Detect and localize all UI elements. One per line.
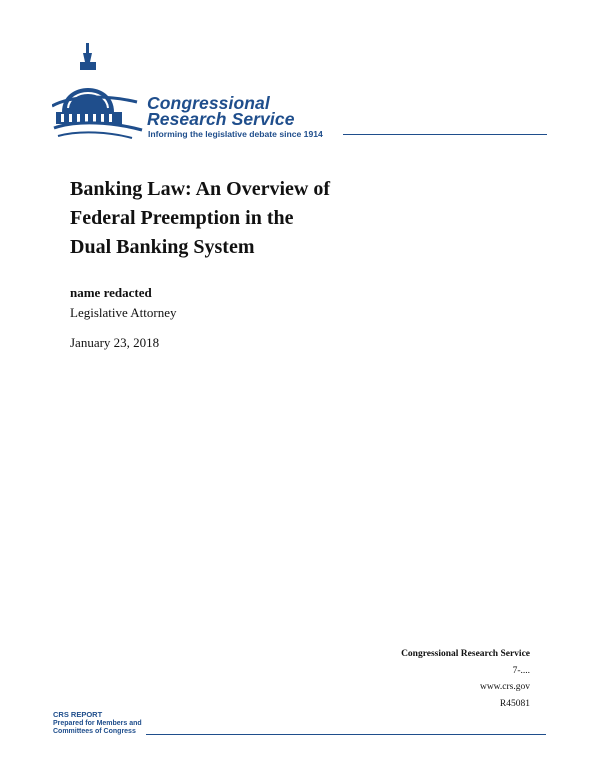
report-title-line: Banking Law: An Overview of	[70, 178, 331, 200]
report-number: R45081	[499, 698, 530, 709]
contact-phone: 7-....	[512, 665, 530, 676]
report-title	[70, 175, 490, 262]
logo-divider	[343, 134, 547, 135]
report-title-line: Dual Banking System	[70, 236, 255, 258]
contact-block	[401, 646, 530, 712]
logo-wordmark-line2: Research Service	[147, 109, 295, 129]
footer-divider	[146, 734, 546, 735]
crs-report-badge-title: CRS REPORT	[53, 710, 103, 719]
capitol-dome-icon	[52, 40, 152, 145]
author-title: Legislative Attorney	[70, 305, 177, 320]
crs-report-badge	[53, 711, 142, 737]
crs-report-badge-line: Committees of Congress	[53, 728, 136, 735]
contact-organization: Congressional Research Service	[401, 649, 530, 659]
logo-wordmark-line1: Congressional	[147, 93, 270, 113]
crs-logo	[52, 40, 552, 150]
crs-report-badge-line: Prepared for Members and	[53, 719, 142, 727]
contact-website: www.crs.gov	[479, 682, 530, 692]
report-date: January 23, 2018	[70, 335, 160, 350]
logo-tagline: Informing the legislative debate since 1914	[148, 129, 323, 139]
report-title-line: Federal Preemption in the	[70, 207, 294, 229]
author-name: name redacted	[70, 285, 152, 300]
